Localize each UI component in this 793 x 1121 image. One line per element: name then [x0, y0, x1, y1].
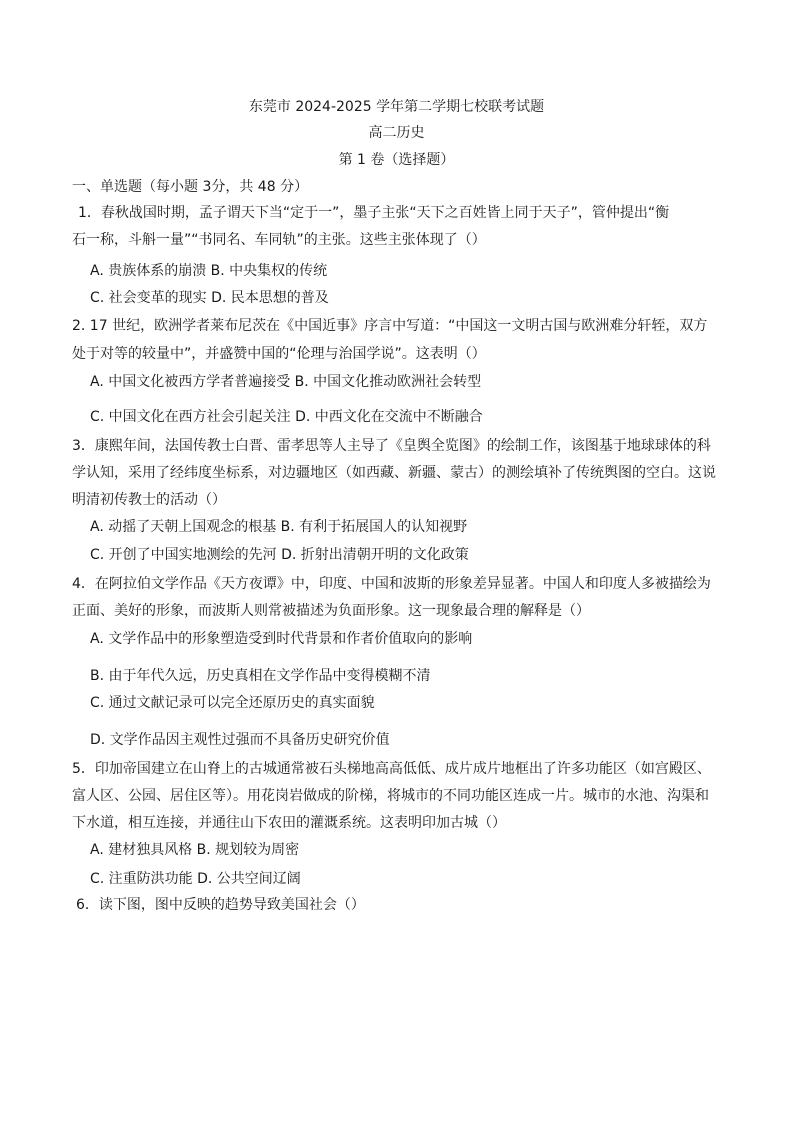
- question-1-options-cd: C. 社会变革的现实 D. 民本思想的普及: [90, 290, 329, 306]
- question-5-line-3: 下水道，相互连接，并通往山下农田的灌溉系统。这表明印加古城（）: [72, 815, 506, 831]
- question-4-option-d: D. 文学作品因主观性过强而不具备历史研究价值: [90, 732, 390, 748]
- question-3-line-3: 明清初传教士的活动（）: [72, 492, 226, 508]
- exam-title: 东莞市 2024-2025 学年第二学期七校联考试题: [248, 99, 545, 115]
- question-4-line-2: 正面、美好的形象，而波斯人则常被描述为负面形象。这一现象最合理的解释是（）: [72, 603, 590, 619]
- question-6-line-1: 6．读下图，图中反映的趋势导致美国社会（）: [76, 897, 365, 913]
- question-2-options-cd: C. 中国文化在西方社会引起关注 D. 中西文化在交流中不断融合: [90, 409, 483, 425]
- section-heading: 一、单选题（每小题 3分，共 48 分）: [72, 179, 309, 195]
- subject-title: 高二历史: [368, 125, 425, 141]
- question-2-options-ab: A. 中国文化被西方学者普遍接受 B. 中国文化推动欧洲社会转型: [90, 374, 482, 390]
- question-3-line-2: 学认知，采用了经纬度坐标系，对边疆地区（如西藏、新疆、蒙古）的测绘填补了传统舆图的空白。这说: [72, 465, 716, 481]
- question-1-options-ab: A. 贵族体系的崩溃 B. 中央集权的传统: [90, 263, 328, 279]
- question-4-option-a: A. 文学作品中的形象塑造受到时代背景和作者价值取向的影响: [90, 631, 473, 647]
- question-2-line-2: 处于对等的较量中”，并盛赞中国的“伦理与治国学说”。这表明（）: [72, 346, 486, 362]
- question-4-line-1: 4．在阿拉伯文学作品《天方夜谭》中，印度、中国和波斯的形象差异显著。中国人和印度人多被描绘为: [72, 576, 711, 592]
- volume-title: 第 1 卷（选择题）: [338, 152, 455, 168]
- question-1-line-2: 石一称，斗斛一量”“书同名、车同轨”的主张。这些主张体现了（）: [72, 232, 486, 248]
- question-1-line-1: 1．春秋战国时期，孟子谓天下当“定于一”，墨子主张“天下之百姓皆上同于天子”，管仲提出“衡: [78, 205, 670, 221]
- question-4-option-c: C. 通过文献记录可以完全还原历史的真实面貌: [90, 695, 375, 711]
- question-5-options-cd: C. 注重防洪功能 D. 公共空间辽阔: [90, 871, 301, 887]
- question-3-options-cd: C. 开创了中国实地测绘的先河 D. 折射出清朝开明的文化政策: [90, 547, 469, 563]
- question-3-options-ab: A. 动摇了天朝上国观念的根基 B. 有利于拓展国人的认知视野: [90, 519, 468, 535]
- question-2-line-1: 2. 17 世纪，欧洲学者莱布尼茨在《中国近事》序言中写道：“中国这一文明古国与欧洲难分轩轾，双方: [72, 318, 708, 334]
- question-5-line-1: 5．印加帝国建立在山脊上的古城通常被石头梯地高高低低、成片成片地框出了许多功能区（如宫殿区、: [72, 761, 711, 777]
- question-4-option-b: B. 由于年代久远，历史真相在文学作品中变得模糊不清: [90, 668, 431, 684]
- question-3-line-1: 3．康熙年间，法国传教士白晋、雷孝思等人主导了《皇舆全览图》的绘制工作，该图基于地球球体的科: [72, 438, 711, 454]
- question-5-line-2: 富人区、公园、居住区等）。用花岗岩做成的阶梯，将城市的不同功能区连成一片。城市的水池、沟渠和: [72, 788, 709, 804]
- question-5-options-ab: A. 建材独具风格 B. 规划较为周密: [90, 842, 300, 858]
